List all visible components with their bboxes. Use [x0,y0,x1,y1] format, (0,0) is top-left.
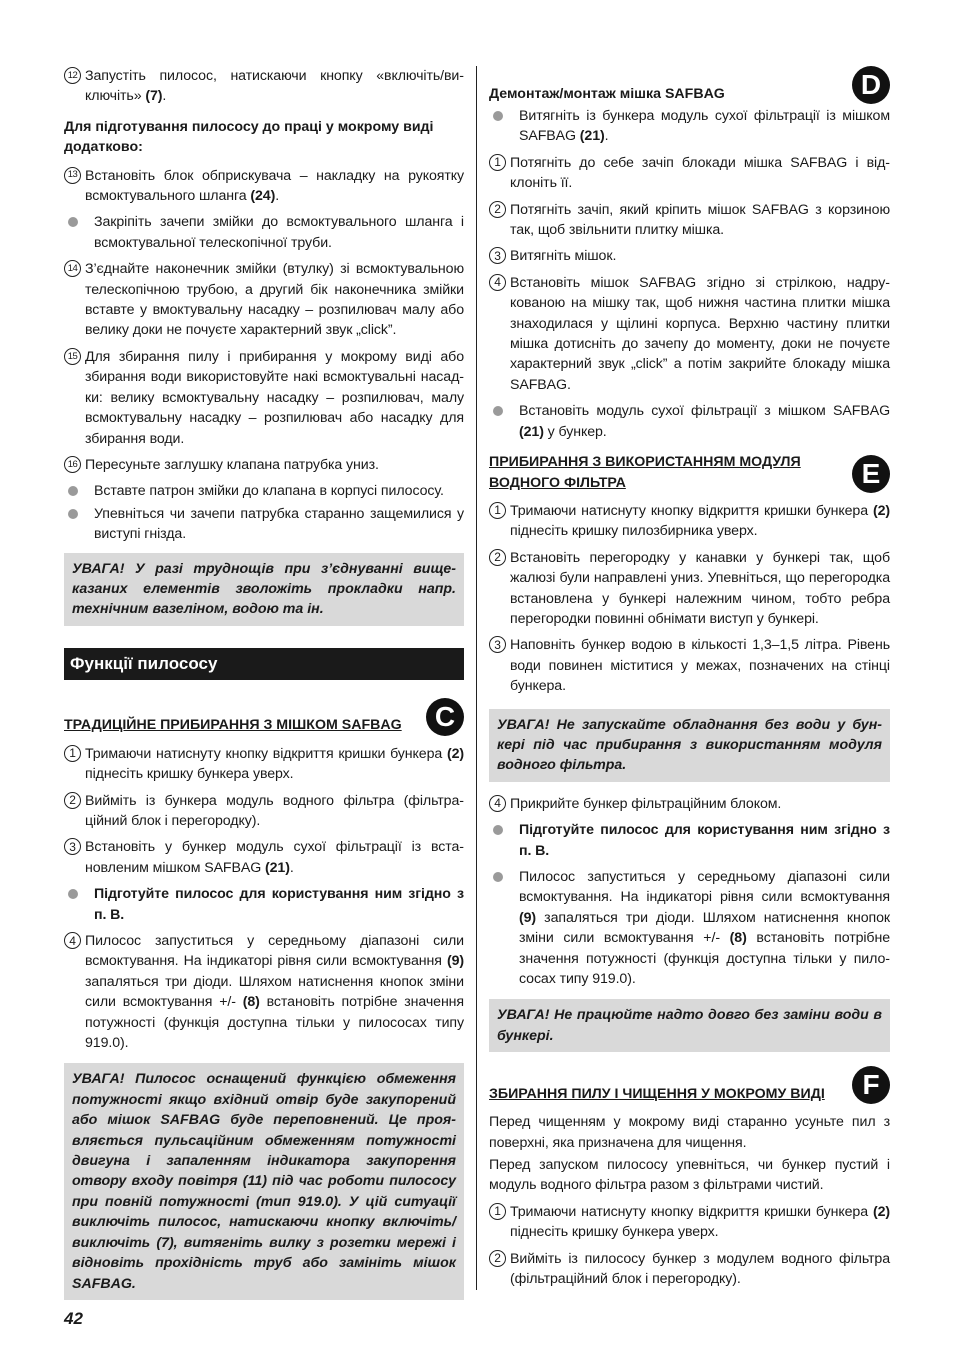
step-c2 [64,791,464,832]
step-number: 2 [64,792,81,809]
step-text: Наповніть бункер водою в кількості 1,3–1,5 літра. Рівень води повинен міститися у межах, позначених на стінці бункера. [510,637,890,695]
step-14 [64,259,464,341]
bullet-text: Пилосос запуститься у середньому діапазоні сили всмоктування. На індикаторі рівня сили всмоктування (9) запаляться три діоди. Шляхом натиснення кнопок зміни сили всмоктування +/- (8) встановіть потрібне значення потужності (функція доступна тільки у пилососах типу 919.0). [519,869,890,988]
step-number: 1 [489,154,506,171]
step-number: 4 [64,932,81,949]
step-f2 [489,1249,890,1290]
bullet-text: Вставте патрон змійки до клапана в корпусі пилососу. [94,483,444,500]
bullet-text: Підготуйте пилосос для користування ним згідно з п. B. [519,822,890,859]
warning-note-no-water: УВАГА! Не запускайте обладнання без води у бункері під час прибирання з використанням модуля водного фільтра. [489,709,890,782]
bullet-dot [68,889,78,899]
step-number: 13 [64,167,81,184]
subsection-d-header [489,66,890,104]
warning-note-water-change: УВАГА! Не працюйте надто довго без заміни води в бункері. [489,999,890,1052]
subsection-title: Демонтаж/монтаж мішка SAFBAG [489,85,725,102]
wet-prep-heading: Для підготування пилососу до праці у мокрому виді додатково: [64,118,434,156]
bullet-dot [68,486,78,496]
section-f-badge: F [852,1066,890,1104]
subsection-title: ЗБИРАННЯ ПИЛУ І ЧИЩЕННЯ У МОКРОМУ ВИДІ [489,1085,825,1102]
bullet-dot [493,872,503,882]
step-e2 [489,548,890,630]
step-number: 12 [64,67,81,84]
bullet-clips [64,212,464,253]
step-16 [64,455,464,475]
bullet-prepare [64,884,464,925]
step-d4 [489,273,890,395]
section-e-badge: E [852,455,890,493]
bullet-insert [64,481,464,501]
bullet-text: Закріпіть зачепи змійки до всмоктувального шланга і всмоктувальної телескопічної труби. [94,214,464,251]
step-c1 [64,744,464,785]
step-text: Тримаючи натиснуту кнопку відкриття кришки бункера (2) піднесіть кришку пилозбирника уверх. [510,502,890,540]
bullet-dot [493,111,503,121]
step-e1 [489,501,890,542]
step-e3 [489,635,890,696]
step-number: 3 [64,838,81,855]
step-12 [64,66,464,107]
step-text: Для збирання пилу і прибирання у мокрому виді або збирання води використовуйте накі всмоктувальні насадки: велику всмоктувальну насадку – розпилювач, малу всмоктувальну насадку – розпилювач або насадку для збирання води. [85,348,464,447]
subsection-e-header [489,452,890,493]
bullet-remove-module [489,106,890,147]
step-text: Вийміть із пилососу бункер з модулем водного фільтра (фільтраційний блок і перегородку). [510,1250,890,1288]
paragraph: Перед чищенням у мокрому виді старанно усуньте пил з поверхні, яка призначена для чищення. [489,1114,890,1151]
step-text: Встановіть мішок SAFBAG згідно зі стрілкою, надрукованою на мішку так, щоб нижня частина плитки мішка знаходилася у щілині корпуса. Верхню частину плитки мішка дотисніть до зачепу до моменту, доки не почуєте характерний звук „click” а потім закрийте блокаду мішка SAFBAG. [510,274,890,393]
step-text: Встановіть перегородку у канавки у бункері так, щоб жалюзі були направлені униз. Упевніться, що перегородка встановлена у бункері належним чином, тобто ребра перегородки повинні обнімати виступ у бункері. [510,549,890,627]
bullet-check [64,504,464,545]
column-divider [476,66,477,1290]
step-number: 4 [489,795,506,812]
right-column [489,66,890,1296]
step-c3 [64,837,464,878]
bullet-text: Встановіть модуль сухої фільтрації з мішком SAFBAG (21) у бункер. [519,403,890,440]
step-13 [64,166,464,207]
step-text: Потягніть зачіп, який кріпить мішок SAFBAG з корзиною так, щоб звільнити плитку мішка. [510,201,890,239]
step-d3 [489,246,890,266]
step-text: З’єднайте наконечник змійки (втулку) зі всмоктувальною телескопічною трубою, а другий бік наконечника змійки вставте у вмоктувальну насадку – розпилювач малу або велику доки не почуєте характерний звук „click”. [85,261,464,339]
step-text: Прикрийте бункер фільтраційним блоком. [510,795,782,812]
bullet-text: Упевніться чи зачепи патрубка старанно защемилися у виступі гнізда. [94,505,464,543]
step-number: 1 [64,745,81,762]
subsection-title: ТРАДИЦІЙНЕ ПРИБИРАННЯ З МІШКОМ SAFBAG [64,717,402,734]
bullet-dot [68,217,78,227]
paragraph: Перед запуском пилососу упевніться, чи бункер пустий і модуль водного фільтра разом з фільтрами чистий. [489,1157,890,1194]
step-number: 16 [64,456,81,473]
step-text: Тримаючи натиснуту кнопку відкриття кришки бункера (2) піднесіть кришку бункера уверх. [510,1203,890,1241]
step-text: Встановіть у бункер модуль сухої фільтрації із встановленим мішком SAFBAG (21). [85,839,464,876]
subsection-c-header [64,698,464,736]
warning-note-power-limit: УВАГА! Пилосос оснащений функцією обмеження потужності якщо вхідний отвір буде закупорений або мішок SAFBAG буде переповнений. Це проявляється пульсаційним обмеженням потужності двигуна і запаленням індикатора закупорення отвору входу повітря (11) під час роботи пилососу при повній потужності (тип 919.0). У цій ситуації виключіть пилосос, натискаючи кнопку включіть/виключіть (7), витягніть вилку з розетки мережі і відновіть прохідність труб або замініть мішок SAFBAG. [64,1063,464,1299]
warning-note: УВАГА! У разі труднощів при з’єднуванні вищеказаних елементів зволожіть прокладки напр. технічним вазеліном, водою та ін. [64,553,464,626]
section-title: Функції пилососу [64,648,464,680]
step-number: 2 [489,1250,506,1267]
step-text: Витягніть мішок. [510,248,617,265]
bullet-text: Підготуйте пилосос для користування ним згідно з п. B. [94,886,464,923]
step-f1 [489,1202,890,1243]
step-text: Пилосос запуститься у середньому діапазоні сили всмоктування. На індикаторі рівня сили всмоктування (9) запаляться три діоди. Шляхом натиснення кнопок зміни сили всмоктування +/- (8) встановіть потрібне значення потужності (функція доступна тільки у пилососах типу 919.0). [85,933,464,1052]
step-d1 [489,153,890,194]
step-text: Запустіть пилосос, натискаючи кнопку «включіть/виключіть» (7). [85,68,464,105]
step-e4 [489,794,890,814]
bullet-power [489,867,890,989]
bullet-install-module [489,401,890,442]
step-number: 2 [489,201,506,218]
step-d2 [489,200,890,241]
section-d-badge: D [852,66,890,104]
subsection-f-header [489,1066,890,1104]
step-number: 14 [64,260,81,277]
step-number: 4 [489,274,506,291]
step-text: Тримаючи натиснуту кнопку відкриття кришки бункера (2) піднесіть кришку бункера уверх. [85,745,464,783]
step-number: 1 [489,1203,506,1220]
subsection-title: ПРИБИРАННЯ З ВИКОРИСТАННЯМ МОДУЛЯ ВОДНОГО ФІЛЬТРА [489,454,801,491]
step-number: 1 [489,502,506,519]
step-text: Пересуньте заглушку клапана патрубка униз. [85,456,379,473]
step-number: 3 [489,247,506,264]
step-c4 [64,931,464,1053]
step-number: 15 [64,348,81,365]
section-c-badge: C [426,698,464,736]
step-text: Встановіть блок обприскувача – накладку на рукоятку всмоктувального шланга (24). [85,167,464,205]
page-number: 42 [64,1309,83,1328]
step-text: Вийміть із бункера модуль водного фільтра (фільтраційний блок і перегородку). [85,792,464,829]
step-text: Потягніть до себе зачіп блокади мішка SAFBAG і відклоніть її. [510,154,890,192]
step-15 [64,347,464,449]
step-number: 2 [489,549,506,566]
bullet-text: Витягніть із бункера модуль сухої фільтрації із мішком SAFBAG (21). [519,108,890,145]
left-column [64,66,464,1306]
step-number: 3 [489,636,506,653]
bullet-dot [68,509,78,519]
bullet-dot [493,825,503,835]
bullet-dot [493,406,503,416]
bullet-prepare-wet [489,820,890,861]
